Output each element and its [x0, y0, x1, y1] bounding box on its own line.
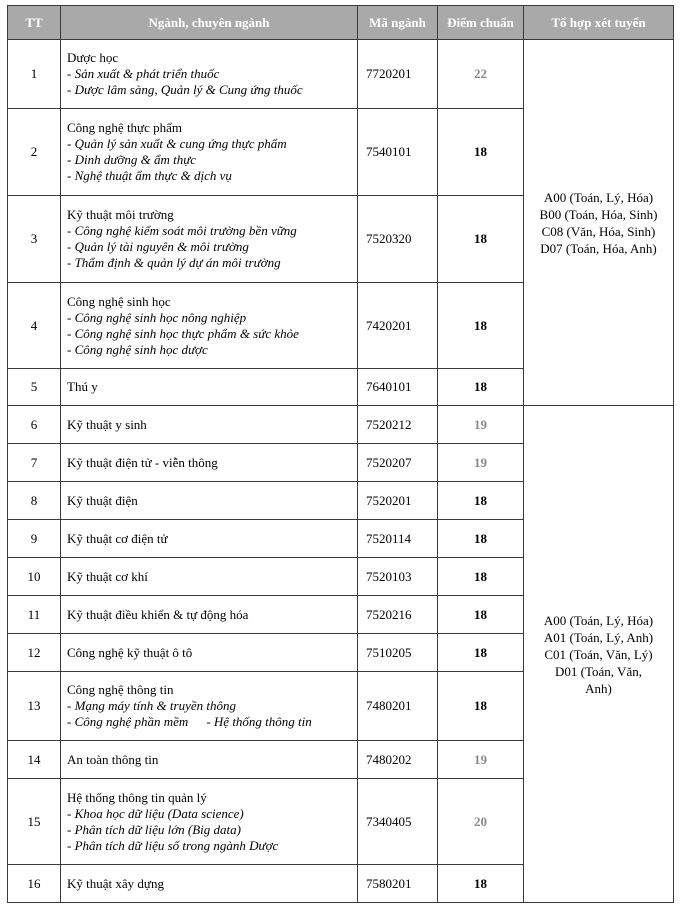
specialization-item: - Công nghệ phần mềm: [67, 714, 189, 729]
specialization-item: - Nghệ thuật ẩm thực & dịch vụ: [67, 168, 232, 183]
row-number: 2: [8, 109, 61, 196]
combination-item: A00 (Toán, Lý, Hóa): [543, 612, 654, 628]
major-cell: [61, 196, 358, 283]
major-cell: [61, 520, 358, 558]
major-code: 7510205: [358, 634, 438, 672]
specialization-item: - Hệ thống thông tin: [206, 714, 312, 729]
header-tt: TT: [8, 6, 61, 40]
row-number: 8: [8, 482, 61, 520]
major-title: Kỹ thuật điện: [67, 492, 138, 508]
major-cell: [61, 444, 358, 482]
major-cell: [61, 283, 358, 369]
row-number: 10: [8, 558, 61, 596]
table-row: [8, 40, 674, 109]
major-cell: [61, 482, 358, 520]
subject-combination-group-b: [524, 406, 674, 903]
specialization-item: - Phân tích dữ liệu số trong ngành Dược: [67, 837, 279, 853]
cutoff-score: 18: [438, 865, 524, 903]
specialization-item: - Mạng máy tính & truyền thông: [67, 698, 236, 713]
specialization-line: [67, 714, 351, 730]
combination-item: Anh): [585, 680, 612, 696]
subject-combination-group-a: [524, 40, 674, 406]
combination-item: C08 (Văn, Hóa, Sinh): [541, 223, 656, 239]
admission-table: [7, 5, 674, 903]
cutoff-score: 18: [438, 520, 524, 558]
major-title: Kỹ thuật điện tử - viễn thông: [67, 454, 218, 470]
cutoff-score: 19: [438, 741, 524, 779]
major-cell: [61, 109, 358, 196]
cutoff-score: 18: [438, 634, 524, 672]
major-cell: [61, 741, 358, 779]
major-title: Kỹ thuật xây dựng: [67, 875, 164, 891]
major-title: Thú y: [67, 379, 98, 394]
major-code: 7520207: [358, 444, 438, 482]
row-number: 5: [8, 369, 61, 406]
specialization-item: - Thẩm định & quản lý dự án môi trường: [67, 255, 281, 270]
specialization-item: - Quản lý sản xuất & cung ứng thực phẩm: [67, 136, 287, 151]
major-cell: [61, 634, 358, 672]
major-code: 7420201: [358, 283, 438, 369]
major-code: 7640101: [358, 369, 438, 406]
row-number: 12: [8, 634, 61, 672]
cutoff-score: 20: [438, 779, 524, 865]
specialization-item: - Dinh dưỡng & ẩm thực: [67, 152, 197, 167]
combination-item: D01 (Toán, Văn,: [555, 663, 642, 679]
major-code: 7340405: [358, 779, 438, 865]
combination-item: B00 (Toán, Hóa, Sinh): [539, 206, 658, 222]
major-cell: [61, 369, 358, 406]
cutoff-score: 18: [438, 672, 524, 741]
specialization-item: - Sản xuất & phát triển thuốc: [67, 66, 220, 81]
specialization-item: - Dược lâm sàng, Quản lý & Cung ứng thuốc: [67, 82, 303, 97]
major-code: 7580201: [358, 865, 438, 903]
row-number: 6: [8, 406, 61, 444]
table-row: [8, 406, 674, 444]
row-number: 11: [8, 596, 61, 634]
major-cell: [61, 406, 358, 444]
major-code: 7520320: [358, 196, 438, 283]
major-code: 7480202: [358, 741, 438, 779]
combination-item: C01 (Toán, Văn, Lý): [544, 646, 653, 662]
specialization-item: - Quản lý tài nguyên & môi trường: [67, 239, 249, 254]
major-code: 7520103: [358, 558, 438, 596]
major-title: Công nghệ kỹ thuật ô tô: [67, 644, 193, 660]
major-title: Kỹ thuật môi trường: [67, 207, 174, 222]
row-number: 14: [8, 741, 61, 779]
major-title: Công nghệ sinh học: [67, 293, 171, 309]
cutoff-score: 18: [438, 109, 524, 196]
header-name: Ngành, chuyên ngành: [61, 6, 358, 40]
major-title: Công nghệ thông tin: [67, 682, 174, 697]
combination-item: A01 (Toán, Lý, Anh): [543, 629, 654, 645]
specialization-item: - Công nghệ sinh học dược: [67, 341, 208, 357]
combination-item: A00 (Toán, Lý, Hóa): [543, 189, 654, 205]
major-title: Kỹ thuật điều khiển & tự động hóa: [67, 606, 249, 622]
major-title: Công nghệ thực phẩm: [67, 120, 183, 135]
cutoff-score: 19: [438, 444, 524, 482]
row-number: 15: [8, 779, 61, 865]
major-code: 7520216: [358, 596, 438, 634]
specialization-item: - Công nghệ kiểm soát môi trường bền vững: [67, 223, 297, 238]
cutoff-score: 22: [438, 40, 524, 109]
specialization-item: - Công nghệ sinh học nông nghiệp: [67, 309, 247, 325]
major-title: Dược học: [67, 50, 119, 65]
row-number: 9: [8, 520, 61, 558]
cutoff-score: 18: [438, 196, 524, 283]
row-number: 3: [8, 196, 61, 283]
specialization-item: - Công nghệ sinh học thực phẩm & sức khỏe: [67, 325, 299, 341]
major-cell: [61, 672, 358, 741]
major-code: 7520201: [358, 482, 438, 520]
major-code: 7720201: [358, 40, 438, 109]
header-code: Mã ngành: [358, 6, 438, 40]
specialization-item: - Phân tích dữ liệu lớn (Big data): [67, 821, 241, 837]
cutoff-score: 18: [438, 596, 524, 634]
major-cell: [61, 779, 358, 865]
row-number: 4: [8, 283, 61, 369]
major-title: Kỹ thuật y sinh: [67, 416, 147, 432]
major-title: An toàn thông tin: [67, 751, 159, 767]
major-code: 7480201: [358, 672, 438, 741]
header-score: Điểm chuẩn: [438, 6, 524, 40]
major-code: 7520212: [358, 406, 438, 444]
header-combo: Tổ hợp xét tuyển: [524, 6, 674, 40]
major-title: Hệ thống thông tin quản lý: [67, 789, 207, 805]
table-header-row: [8, 6, 674, 40]
row-number: 13: [8, 672, 61, 741]
cutoff-score: 19: [438, 406, 524, 444]
major-cell: [61, 596, 358, 634]
major-code: 7540101: [358, 109, 438, 196]
major-cell: [61, 865, 358, 903]
major-cell: [61, 558, 358, 596]
major-title: Kỹ thuật cơ điện tử: [67, 530, 168, 546]
major-code: 7520114: [358, 520, 438, 558]
cutoff-score: 18: [438, 558, 524, 596]
row-number: 16: [8, 865, 61, 903]
major-title: Kỹ thuật cơ khí: [67, 568, 148, 584]
combination-item: D07 (Toán, Hóa, Anh): [540, 240, 657, 256]
cutoff-score: 18: [438, 283, 524, 369]
cutoff-score: 18: [438, 482, 524, 520]
row-number: 7: [8, 444, 61, 482]
specialization-item: - Khoa học dữ liệu (Data science): [67, 805, 244, 821]
row-number: 1: [8, 40, 61, 109]
cutoff-score: 18: [438, 369, 524, 406]
major-cell: [61, 40, 358, 109]
